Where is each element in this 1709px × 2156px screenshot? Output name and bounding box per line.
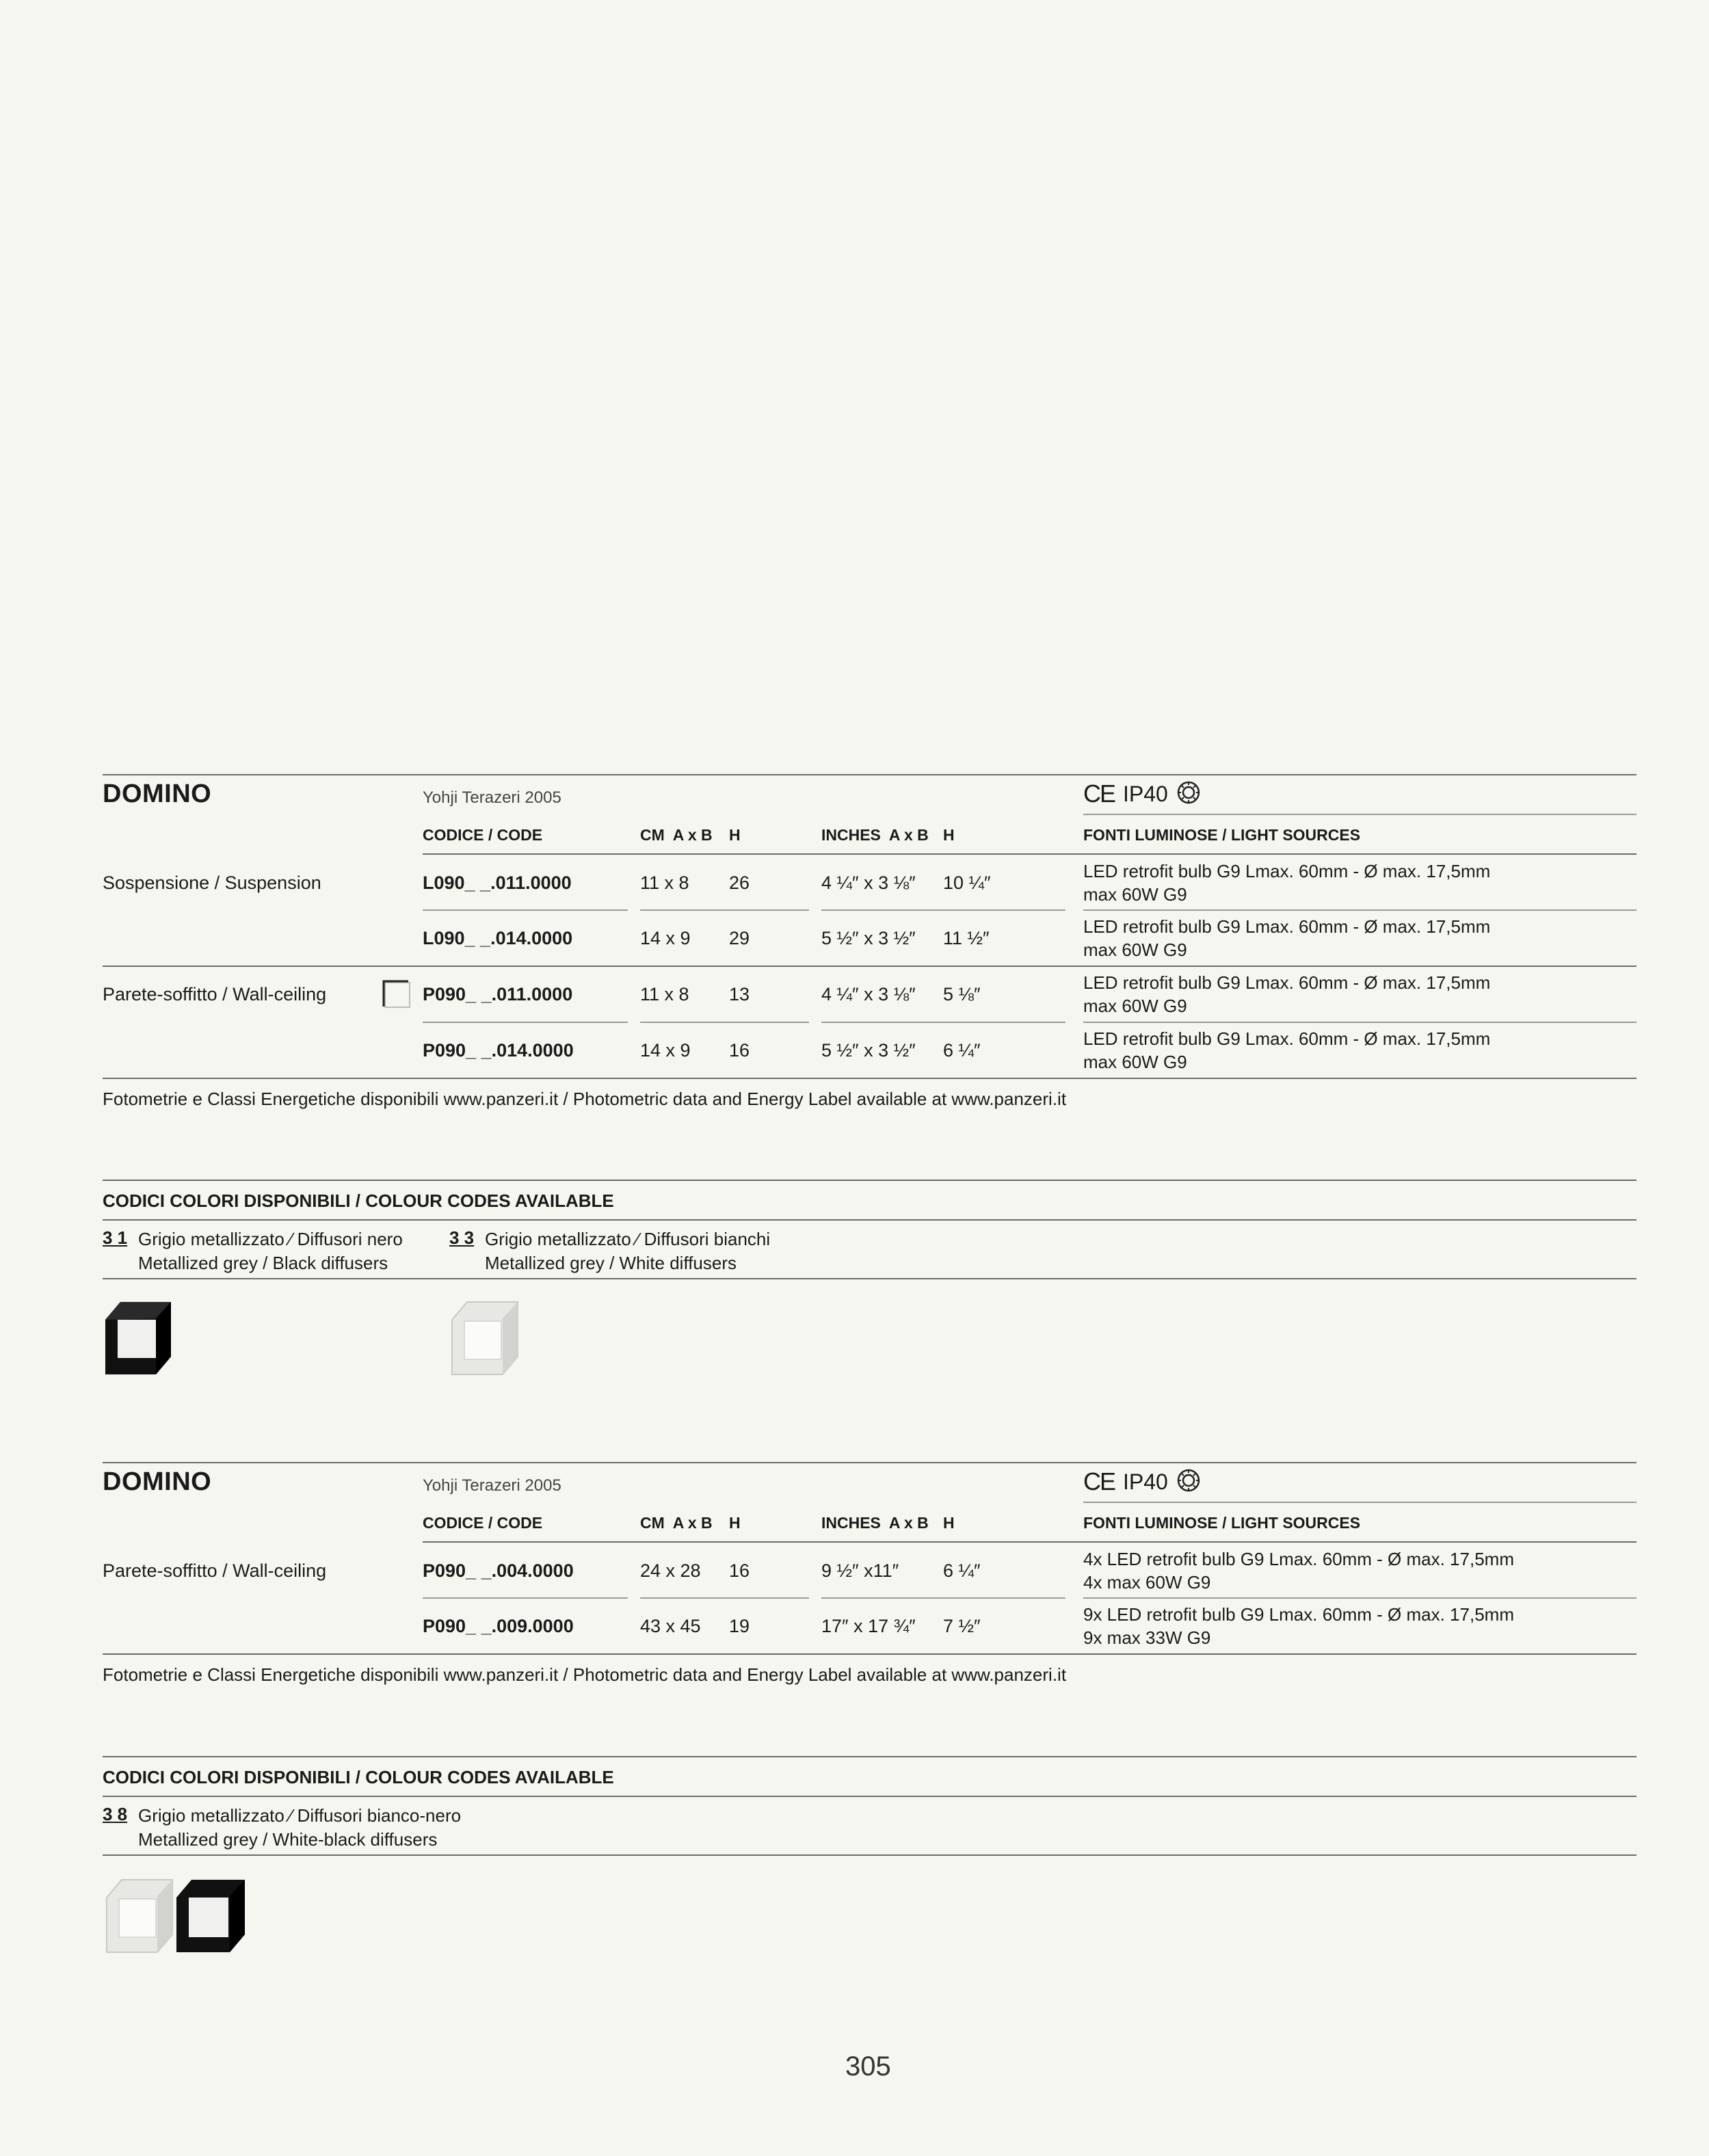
col-header-h: H xyxy=(729,1514,741,1532)
height-cm: 26 xyxy=(729,873,750,893)
photometric-note: Fotometrie e Classi Energetiche disponibili www.panzeri.it / Photometric data and Energy Label available at www.panzeri.it xyxy=(103,1089,1067,1109)
double-insulation-lamp-icon xyxy=(1176,1468,1201,1496)
product-image-white xyxy=(449,1299,520,1379)
size-cm: 11 x 8 xyxy=(640,873,689,893)
height-cm: 19 xyxy=(729,1616,750,1636)
colour-codes-title: CODICI COLORI DISPONIBILI / COLOUR CODES AVAILABLE xyxy=(103,1767,614,1787)
colour-description: Grigio metallizzato ⁄ Diffusori nero Metallized grey / Black diffusers xyxy=(138,1229,403,1273)
product-title: DOMINO xyxy=(103,1467,212,1496)
designer-credit: Yohji Terazeri 2005 xyxy=(423,788,561,807)
product-image-black xyxy=(103,1299,174,1379)
double-insulation-lamp-icon xyxy=(1176,780,1201,808)
col-header-code: CODICE / CODE xyxy=(423,826,543,844)
col-header-inches: INCHES A x B xyxy=(821,826,929,844)
size-inches: 9 ½″ x11″ xyxy=(821,1560,899,1581)
row-type: Parete-soffitto / Wall-ceiling xyxy=(103,1560,327,1581)
ip-rating: IP40 xyxy=(1123,781,1168,806)
product-title: DOMINO xyxy=(103,780,212,808)
col-header-light-sources: FONTI LUMINOSE / LIGHT SOURCES xyxy=(1083,1514,1361,1532)
size-inches: 4 ¼″ x 3 ⅛″ xyxy=(821,873,916,893)
size-cm: 14 x 9 xyxy=(640,1040,691,1061)
height-inches: 6 ¼″ xyxy=(943,1560,981,1581)
height-inches: 11 ½″ xyxy=(943,928,990,948)
height-inches: 7 ½″ xyxy=(943,1616,981,1636)
certifications xyxy=(1083,780,1201,808)
col-header-inches: INCHES A x B xyxy=(821,1514,929,1532)
photometric-note: Fotometrie e Classi Energetiche disponibili www.panzeri.it / Photometric data and Energy Label available at www.panzeri.it xyxy=(103,1664,1067,1685)
size-inches: 5 ½″ x 3 ½″ xyxy=(821,1040,916,1061)
size-cm: 14 x 9 xyxy=(640,928,691,948)
colour-description: Grigio metallizzato ⁄ Diffusori bianchi Metallized grey / White diffusers xyxy=(485,1229,771,1273)
product-code: P090_ _.004.0000 xyxy=(423,1560,574,1581)
height-cm: 16 xyxy=(729,1040,750,1061)
colour-description: Grigio metallizzato ⁄ Diffusori bianco-nero Metallized grey / White-black diffusers xyxy=(138,1805,462,1850)
product-image-white-black xyxy=(103,1876,249,1958)
col-header-h: H xyxy=(729,826,741,844)
light-source: 4x LED retrofit bulb G9 Lmax. 60mm - Ø max. 17,5mm 4x max 60W G9 xyxy=(1083,1549,1514,1593)
size-inches: 5 ½″ x 3 ½″ xyxy=(821,928,916,948)
certifications xyxy=(1083,1467,1201,1496)
col-header-code: CODICE / CODE xyxy=(423,1514,543,1532)
ip-rating: IP40 xyxy=(1123,1469,1168,1494)
height-inches: 6 ¼″ xyxy=(943,1040,981,1061)
col-header-cm: CM A x B xyxy=(640,826,713,844)
product-code: L090_ _.014.0000 xyxy=(423,928,573,948)
col-header-light-sources: FONTI LUMINOSE / LIGHT SOURCES xyxy=(1083,826,1361,844)
height-cm: 29 xyxy=(729,928,750,948)
light-source: LED retrofit bulb G9 Lmax. 60mm - Ø max. 17,5mm max 60W G9 xyxy=(1083,1028,1491,1072)
col-header-h-inches: H xyxy=(943,1514,955,1532)
ce-mark: CE xyxy=(1083,1467,1115,1495)
colour-codes-title: CODICI COLORI DISPONIBILI / COLOUR CODES AVAILABLE xyxy=(103,1190,614,1211)
light-source: LED retrofit bulb G9 Lmax. 60mm - Ø max. 17,5mm max 60W G9 xyxy=(1083,972,1491,1016)
col-header-cm: CM A x B xyxy=(640,1514,713,1532)
height-inches: 5 ⅛″ xyxy=(943,984,981,1004)
row-type: Parete-soffitto / Wall-ceiling xyxy=(103,984,327,1004)
size-cm: 11 x 8 xyxy=(640,984,689,1004)
product-code: P090_ _.014.0000 xyxy=(423,1040,574,1061)
colour-code-number: 3 1 xyxy=(103,1227,128,1248)
product-code: L090_ _.011.0000 xyxy=(423,873,572,893)
designer-credit: Yohji Terazeri 2005 xyxy=(423,1476,561,1495)
size-inches: 4 ¼″ x 3 ⅛″ xyxy=(821,984,916,1004)
light-source: LED retrofit bulb G9 Lmax. 60mm - Ø max. 17,5mm max 60W G9 xyxy=(1083,861,1491,905)
wall-mount-icon xyxy=(382,979,412,1013)
ce-mark: CE xyxy=(1083,780,1115,808)
row-type: Sospensione / Suspension xyxy=(103,873,321,893)
height-cm: 16 xyxy=(729,1560,750,1581)
col-header-h-inches: H xyxy=(943,826,955,844)
size-cm: 43 x 45 xyxy=(640,1616,701,1636)
colour-code-number: 3 8 xyxy=(103,1804,128,1824)
light-source: 9x LED retrofit bulb G9 Lmax. 60mm - Ø max. 17,5mm 9x max 33W G9 xyxy=(1083,1604,1514,1648)
colour-code-number: 3 3 xyxy=(449,1227,475,1248)
page-number: 305 xyxy=(845,2051,891,2081)
size-cm: 24 x 28 xyxy=(640,1560,701,1581)
height-inches: 10 ¼″ xyxy=(943,873,991,893)
height-cm: 13 xyxy=(729,984,750,1004)
light-source: LED retrofit bulb G9 Lmax. 60mm - Ø max. 17,5mm max 60W G9 xyxy=(1083,916,1491,960)
size-inches: 17″ x 17 ¾″ xyxy=(821,1616,916,1636)
product-code: P090_ _.009.0000 xyxy=(423,1616,574,1636)
product-code: P090_ _.011.0000 xyxy=(423,984,573,1004)
